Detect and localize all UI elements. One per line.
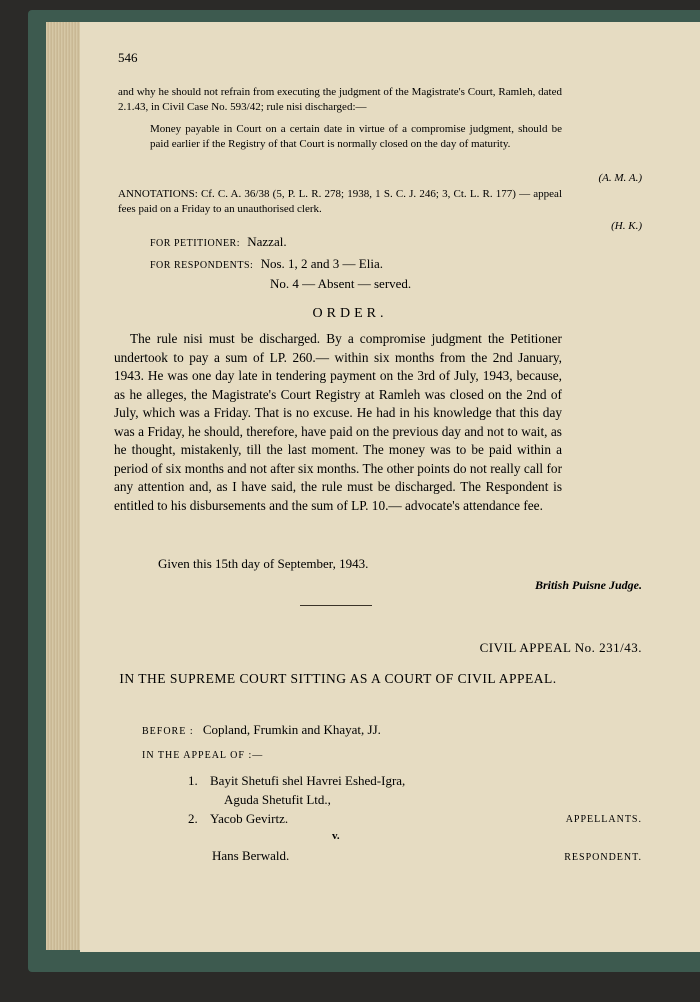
- bench: [142, 722, 381, 738]
- respondents-counsel-1: Nos. 1, 2 and 3 — Elia.: [260, 256, 383, 271]
- reporter-initials-hk: (H. K.): [611, 220, 642, 232]
- before-label: BEFORE :: [142, 726, 194, 737]
- party-1-name: Bayit Shetufi shel Havrei Eshed-Igra,: [210, 773, 406, 788]
- petitioner-counsel: Nazzal.: [247, 234, 287, 249]
- party-2-number: 2.: [188, 811, 198, 826]
- intro-paragraph: and why he should not refrain from executing the judgment of the Magistrate's Court, Ramleh, dated 2.1.43, in Civil Case No. 593/42; rule nisi discharged:—: [118, 86, 562, 113]
- order-paragraph: The rule nisi must be discharged. By a compromise judgment the Petitioner undertook to pay a sum of LP. 260.— within six months from the 2nd January, 1943. He was one day late in tendering payment on the 3rd of July, 1943, because, as he alleges, the Magistrate's Court Registry at Ramleh was closed on the 2nd of July, which was a Friday. That is no excuse. He had in his knowledge that this day was a Friday, he should, therefore, have paid on the previous day and not to wait, as he thought, mistakenly, till the last moment. The money was to be paid within a period of six months and not after six months. The other points do not really call for any attention and, as I have said, the rule must be discharged. The Respondent is entitled to his disbursements and the sum of LP. 10.— advocate's attendance fee.: [114, 331, 562, 513]
- section-divider: [300, 605, 372, 606]
- given-date: Given this 15th day of September, 1943.: [158, 556, 369, 571]
- annotations: ANNOTATIONS: Cf. C. A. 36/38 (5, P. L. R. 278; 1938, 1 S. C. J. 246; 3, Ct. L. R. 177) — appeal fees paid on a Friday to an unauthorised clerk.: [118, 188, 562, 215]
- appellants-label: APPELLANTS.: [565, 814, 642, 825]
- respondent-name: Hans Berwald.: [212, 848, 290, 863]
- judge-signature: British Puisne Judge.: [534, 578, 642, 592]
- counsel-respondents: [150, 256, 383, 272]
- appeal-of-label: IN THE APPEAL OF :—: [142, 750, 264, 761]
- court-title: IN THE SUPREME COURT SITTING AS A COURT OF CIVIL APPEAL.: [119, 671, 557, 686]
- respondent-label: RESPONDENT.: [564, 852, 642, 863]
- respondents-counsel-2: No. 4 — Absent — served.: [270, 276, 412, 291]
- page-number: 546: [118, 50, 138, 65]
- party-1-name-cont: Aguda Shetufit Ltd.,: [224, 792, 331, 807]
- party-2-name: Yacob Gevirtz.: [210, 811, 289, 826]
- bench-judges: Copland, Frumkin and Khayat, JJ.: [202, 722, 381, 737]
- respondents-label: FOR RESPONDENTS:: [150, 260, 254, 271]
- versus: v.: [332, 830, 340, 842]
- petitioner-label: FOR PETITIONER:: [150, 238, 240, 249]
- case-summary: Money payable in Court on a certain date in virtue of a compromise judgment, should be paid earlier if the Registry of that Court is normally closed on the day of maturity.: [150, 123, 562, 150]
- order-text: [114, 330, 562, 515]
- party-1-number: 1.: [188, 773, 198, 788]
- order-heading: ORDER.: [312, 306, 388, 321]
- counsel-petitioner: [150, 234, 287, 250]
- civil-appeal-number: CIVIL APPEAL No. 231/43.: [479, 640, 642, 655]
- reporter-initials-ama: (A. M. A.): [598, 172, 642, 184]
